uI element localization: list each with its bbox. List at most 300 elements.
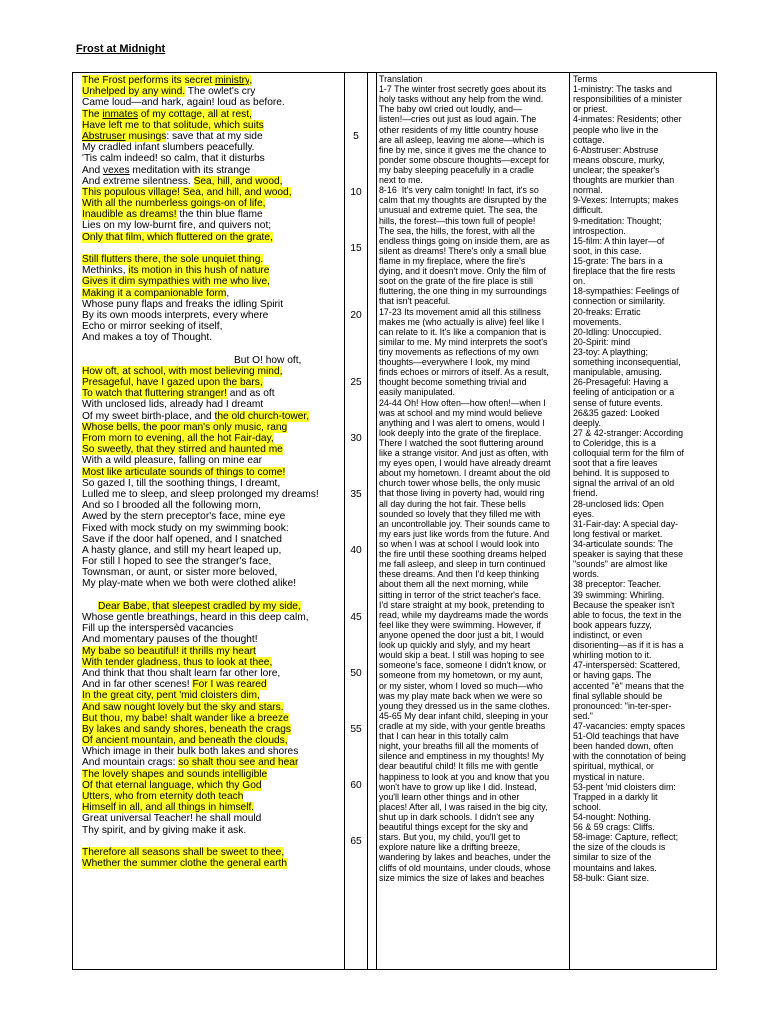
poem-line xyxy=(82,131,342,142)
translation-line: The baby owl cried out loudly, and— xyxy=(379,104,522,115)
terms-line: eyes. xyxy=(573,508,595,519)
poem-line xyxy=(82,355,342,366)
poem-line xyxy=(82,344,342,355)
translation-line: was at school and my mind would believe xyxy=(379,407,543,418)
poem-text: 'Tis calm indeed! so calm, that it disturbs xyxy=(82,153,265,165)
translation-line: was my play mate back when we were so xyxy=(379,690,543,701)
terms-line: spiritual, mythical, or xyxy=(573,761,654,772)
translation-line: listen!—cries out just as loud again. The xyxy=(379,114,537,125)
translation-line: stars. But you, my child, you'll get to xyxy=(379,832,521,843)
terms-line: accented "è" means that the xyxy=(573,680,684,691)
terms-line: long festival or market. xyxy=(573,528,663,539)
translation-line: or my sister, whom I loved so much—who xyxy=(379,680,543,691)
line-number: 65 xyxy=(350,836,362,848)
terms-line: difficult. xyxy=(573,205,603,216)
poem-text: But O! how oft, xyxy=(234,354,302,366)
terms-line: signal the arrival of an old xyxy=(573,478,675,489)
poem-text: vexes xyxy=(102,164,130,176)
poem-text: Fill up the interspersèd vacancies xyxy=(82,623,234,635)
terms-line: been handed down, often xyxy=(573,741,674,752)
poem-text: With a wild pleasure, falling on mine ear xyxy=(82,455,263,467)
poem-line xyxy=(82,411,342,422)
translation-line: me fall asleep, and sleep in turn continued xyxy=(379,559,546,570)
highlighted-text: By lakes and sandy shores, beneath the crags xyxy=(82,723,291,735)
poem-text: And extreme silentness. xyxy=(82,175,194,187)
translation-line: calm that my thoughts are disrupted by the xyxy=(379,195,547,206)
highlighted-text: This populous village! Sea, and hill, and wood, xyxy=(82,186,292,198)
highlighted-text: Himself in all, and all things in himself. xyxy=(82,802,255,814)
highlighted-text: Sea, hill, and wood, xyxy=(193,175,283,187)
line-number: 10 xyxy=(350,186,362,198)
poem-line xyxy=(82,153,342,164)
highlighted-text: of my cottage, all at rest, xyxy=(138,108,252,120)
poem-line xyxy=(82,220,342,231)
translation-line: beautiful things except for the sky and xyxy=(379,822,528,833)
poem-line xyxy=(82,75,342,86)
terms-line: 58-image: Capture, reflect; xyxy=(573,832,679,843)
poem-line xyxy=(82,612,342,623)
highlighted-text: Of ancient mountain, and beneath the clouds, xyxy=(82,735,288,747)
translation-line: cradle at my side, with your gentle breaths xyxy=(379,721,546,731)
highlighted-text: musings xyxy=(125,130,167,142)
poem-line xyxy=(82,165,342,176)
highlighted-text: From morn to evening, all the hot Fair-day, xyxy=(82,433,274,444)
terms-line: 34-articulate sounds: The xyxy=(573,539,673,550)
highlighted-text: Making it a companionable form xyxy=(82,287,227,299)
poem-line xyxy=(82,523,342,534)
terms-line: normal. xyxy=(573,185,603,196)
terms-line: able to focus, the text in the xyxy=(573,609,682,620)
terms-line: Trapped in a darkly lit xyxy=(573,791,658,802)
terms-line: whirling motion to it. xyxy=(573,650,652,661)
poem-text: A hasty glance, and still my heart leaped up, xyxy=(82,544,282,556)
poem-text: Thy spirit, and by giving make it ask. xyxy=(82,824,247,836)
terms-line: final syllable should be xyxy=(573,690,663,701)
poem-line xyxy=(82,646,342,657)
terms-line: deeply. xyxy=(573,417,601,428)
poem-line xyxy=(82,209,342,220)
highlighted-text: Inaudible as dreams! xyxy=(82,209,177,221)
translation-line: endless things going on inside them, are as xyxy=(379,235,550,246)
terms-column xyxy=(573,74,713,883)
line-number: 15 xyxy=(350,242,362,254)
terms-line: 18-sympathies: Feelings of xyxy=(573,286,680,297)
poem-text: And xyxy=(82,164,103,176)
terms-line: with the connotation of being xyxy=(573,751,686,762)
terms-line: people who live in the xyxy=(573,124,659,135)
translation-line: ponder some obscure thoughts—except for xyxy=(379,154,550,165)
poem-line xyxy=(82,847,342,858)
poem-line xyxy=(82,657,342,668)
poem-text: Which image in their bulk both lakes and shores xyxy=(82,746,299,758)
translation-heading: Translation xyxy=(379,74,423,84)
translation-line: thought become something trivial and xyxy=(379,377,527,388)
poem-column xyxy=(82,75,342,869)
translation-line: are all asleep, leaving me alone—which is xyxy=(379,134,545,145)
terms-line: unclear; the speaker's xyxy=(573,164,660,175)
highlighted-text: Whose bells, the poor man's only music, rang xyxy=(82,421,288,433)
poem-line xyxy=(82,578,342,589)
poem-line xyxy=(82,467,342,478)
poem-line xyxy=(82,802,342,813)
poem-line xyxy=(82,187,342,198)
terms-line: thoughts are murkier than xyxy=(573,175,675,186)
poem-text: meditation with its strange xyxy=(129,164,251,176)
translation-column xyxy=(379,74,566,883)
highlighted-text: so shalt thou see and hear xyxy=(178,757,299,769)
poem-line xyxy=(82,388,342,399)
translation-line: dear beautiful child! It fills me with gentle xyxy=(379,761,539,772)
poem-line xyxy=(82,489,342,500)
translation-line: places! After all, I was raised in the big city, xyxy=(379,801,548,812)
translation-line: dying, and it doesn't move. Only the film of xyxy=(379,266,546,277)
translation-line: about them all the next morning, while xyxy=(379,579,529,590)
terms-line: on. xyxy=(573,276,586,287)
translation-line: next to me. xyxy=(379,175,423,186)
translation-line: tiny movements as reflections of my own xyxy=(379,346,539,357)
poem-text: And momentary pauses of the thought! xyxy=(82,634,258,646)
highlighted-text: Unhelped by any wind. xyxy=(82,86,186,98)
terms-line: mystical in nature. xyxy=(573,771,645,782)
highlighted-text: The Frost performs its secret xyxy=(82,75,216,86)
poem-text: Whose puny flaps and freaks the idling Spirit xyxy=(82,298,284,310)
terms-line: 51-Old teachings that have xyxy=(573,731,680,742)
poem-line xyxy=(82,858,342,869)
translation-line: similar to me. My mind interprets the soot's xyxy=(379,336,548,347)
poem-line xyxy=(82,433,342,444)
poem-text: Lulled me to sleep, and sleep prolonged my dreams! xyxy=(82,488,319,500)
terms-line: 53-pent 'mid cloisters dim: xyxy=(573,781,676,792)
poem-text: Fixed with mock study on my swimming book: xyxy=(82,522,289,534)
terms-line: 20-freaks: Erratic xyxy=(573,306,641,317)
poem-line xyxy=(82,97,342,108)
line-number: 30 xyxy=(350,433,362,445)
terms-line: movements. xyxy=(573,316,622,327)
highlighted-text: , xyxy=(249,75,253,86)
terms-line: 39 swimming: Whirling. xyxy=(573,589,665,600)
highlighted-text: the old church-tower, xyxy=(214,410,310,422)
translation-line: the fire until these soothing dreams helped xyxy=(379,549,547,560)
poem-line xyxy=(82,836,342,847)
translation-line: feel like they were swimming. However, if xyxy=(379,619,541,630)
poem-text: Save if the door half opened, and I snatched xyxy=(82,533,282,545)
poem-text: With unclosed lids, already had I dreamt xyxy=(82,399,264,411)
highlighted-text: Still flutters there, the sole unquiet thing. xyxy=(82,254,264,265)
terms-line: 20-Spirit: mind xyxy=(573,336,631,347)
translation-line: sounded so lovely that they filled me with xyxy=(379,508,541,519)
poem-text: : save that at my side xyxy=(166,130,263,142)
line-number: 25 xyxy=(350,377,362,389)
terms-line: school. xyxy=(573,801,602,812)
terms-line: or having gaps. The xyxy=(573,670,652,681)
poem-line xyxy=(82,769,342,780)
translation-line: church tower whose bells, the only music xyxy=(379,478,541,489)
translation-line: that I can hear in this totally calm xyxy=(379,731,509,742)
translation-line: silent as dreams! There's only a small blue xyxy=(379,245,547,256)
highlighted-text: ministry xyxy=(215,75,250,86)
terms-line: 23-toy: A plaything; xyxy=(573,346,648,357)
poem-line xyxy=(82,310,342,321)
poem-line xyxy=(82,109,342,120)
highlighted-text: Therefore all seasons shall be sweet to thee, xyxy=(82,846,285,858)
terms-line: connection or similarity. xyxy=(573,296,666,307)
line-number: 60 xyxy=(350,780,362,792)
line-number: 50 xyxy=(350,668,362,680)
translation-line: size mimics the size of lakes and beaches xyxy=(379,872,545,883)
translation-line: thoughts—everywhere I look, my mind xyxy=(379,357,530,368)
poem-line xyxy=(82,780,342,791)
translation-line: young they dressed us in the same clothes. xyxy=(379,700,550,711)
highlighted-text: inmates xyxy=(102,108,139,120)
poem-text: Methinks, xyxy=(82,265,129,277)
highlighted-text: its motion in this hush of nature xyxy=(128,265,270,277)
terms-line: means obscure, murky, xyxy=(573,154,665,165)
poem-line xyxy=(82,366,342,377)
poem-line xyxy=(82,254,342,265)
poem-line xyxy=(82,545,342,556)
translation-line: about my hometown. I dreamt about the old xyxy=(379,468,551,479)
translation-line: There I watched the soot fluttering around xyxy=(379,437,544,448)
translation-line: happiness to look at you and know that you xyxy=(379,771,550,782)
terms-line: 47-vacancies: empty spaces xyxy=(573,721,685,731)
line-number: 5 xyxy=(353,130,359,142)
translation-line: anyone opened the door just a bit, I would xyxy=(379,630,544,641)
highlighted-text: So sweetly, that they stirred and haunted me xyxy=(82,444,283,456)
translation-line: read, while my daydreams made the words xyxy=(379,609,549,620)
terms-line: book appears fuzzy, xyxy=(573,619,652,630)
poem-line xyxy=(82,735,342,746)
translation-line: so when I was at school I would look into xyxy=(379,539,540,550)
translation-line: my eyes open, I would have already dreamt xyxy=(379,458,551,469)
translation-line: silence and emptiness in my thoughts! My xyxy=(379,751,544,762)
poem-text: For still I hoped to see the stranger's face, xyxy=(82,556,272,568)
poem-line xyxy=(82,534,342,545)
terms-line: 20-Idling: Unoccupied. xyxy=(573,326,662,337)
terms-line: colloquial term for the film of xyxy=(573,448,684,459)
terms-line: 28-unclosed lids: Open xyxy=(573,498,664,509)
poem-text: So gazed I, till the soothing things, I dreamt, xyxy=(82,477,281,489)
terms-line: soot that a fire leaves xyxy=(573,458,658,469)
poem-line xyxy=(82,86,342,97)
poem-line xyxy=(82,243,342,254)
poem-text: And so I brooded all the following morn, xyxy=(82,500,261,512)
highlighted-text: Dear Babe, that sleepest cradled by my side, xyxy=(98,600,301,612)
translation-line: hills, the forest—this town full of people! xyxy=(379,215,536,226)
translation-line: explore nature like a drifting breeze, xyxy=(379,842,521,853)
highlighted-text: Of that eternal language, which thy God xyxy=(82,779,262,791)
terms-line: cottage. xyxy=(573,134,605,145)
poem-line xyxy=(82,746,342,757)
poem-text: The owlet's cry xyxy=(185,86,256,98)
translation-line: 45-65 My dear infant child, sleeping in your xyxy=(379,710,549,721)
poem-line xyxy=(82,511,342,522)
translation-line: fluttering, the one thing in my surroundings xyxy=(379,286,547,297)
terms-line: the size of the clouds is xyxy=(573,842,666,853)
poem-text: Whose gentle breathings, heard in this deep calm, xyxy=(82,612,309,623)
translation-line: cliffs of old mountains, under clouds, whose xyxy=(379,862,551,873)
translation-line: easily manipulated. xyxy=(379,387,455,398)
terms-line: 9-meditation: Thought; xyxy=(573,215,662,226)
translation-line: makes me (who actually is alive) feel like I xyxy=(379,316,545,327)
terms-line: "sounds" are almost like xyxy=(573,559,668,570)
terms-line: something inconsequential, xyxy=(573,357,681,368)
poem-line xyxy=(82,825,342,836)
terms-line: fireplace that the fire rests xyxy=(573,266,676,277)
terms-line: sed." xyxy=(573,710,593,721)
translation-line: wandering by lakes and beaches, under the xyxy=(379,852,551,863)
highlighted-text: In the great city, pent 'mid cloisters dim, xyxy=(82,690,260,702)
line-number: 40 xyxy=(350,545,362,557)
terms-line: 15-grate: The bars in a xyxy=(573,255,663,266)
terms-line: 9-Vexes: Interrupts; makes xyxy=(573,195,679,206)
highlighted-text: Most like articulate sounds of things to come! xyxy=(82,466,286,478)
translation-line: 1-7 The winter frost secretly goes about its xyxy=(379,84,547,95)
poem-text: Lies on my low-burnt fire, and quivers not; xyxy=(82,220,272,232)
poem-text: And in far other scenes! xyxy=(82,679,193,691)
line-number: 45 xyxy=(350,612,362,624)
poem-text: And mountain crags: xyxy=(82,757,179,769)
highlighted-text: The xyxy=(82,108,103,120)
highlighted-text: For I was reared xyxy=(192,679,267,691)
translation-line: flame in my fireplace, where the fire's xyxy=(379,255,526,266)
poem-text: Awed by the stern preceptor's face, mine eye xyxy=(82,511,286,523)
poem-text: Of my sweet birth-place, and xyxy=(82,410,215,422)
translation-line: 24-44 Oh! How often—how often!—when I xyxy=(379,397,546,408)
highlighted-text: The lovely shapes and sounds intelligible xyxy=(82,768,268,780)
column-divider xyxy=(367,73,368,969)
poem-line xyxy=(82,679,342,690)
poem-line xyxy=(82,198,342,209)
translation-line: that isn't peaceful. xyxy=(379,296,451,307)
poem-line xyxy=(82,634,342,645)
highlighted-text: Abstruser xyxy=(82,130,126,142)
translation-line: anything and I was alert to omens, would I xyxy=(379,417,545,428)
translation-line: 17-23 Its movement amid all this stillness xyxy=(379,306,541,317)
terms-line: 27 & 42-stranger: According xyxy=(573,427,684,438)
terms-line: 38 preceptor: Teacher. xyxy=(573,579,662,590)
poem-line xyxy=(82,791,342,802)
column-divider xyxy=(376,73,377,969)
poem-line xyxy=(82,757,342,768)
translation-line: my baby sleeping peacefully in a cradle xyxy=(379,164,534,175)
highlighted-text: But thou, my babe! shalt wander like a breeze xyxy=(82,712,289,724)
poem-text: the thin blue flame xyxy=(176,209,263,221)
translation-line: you'll learn other things and in other xyxy=(379,791,520,802)
translation-line: sitting in terror of the strict teacher's face. xyxy=(379,589,542,600)
translation-line: I'd stare straight at my book, pretending to xyxy=(379,599,545,610)
line-number: 20 xyxy=(350,310,362,321)
line-number: 35 xyxy=(350,489,362,501)
translation-line: these dreams. And then I'd keep thinking xyxy=(379,569,540,580)
translation-line: look deeply into the grate of the fireplace. xyxy=(379,427,542,438)
translation-line: The sea, the hills, the forest, with all the xyxy=(379,225,535,236)
poem-line xyxy=(82,702,342,713)
translation-line: someone from my hometown, or my aunt, xyxy=(379,670,543,681)
translation-line: shut up in dark schools. I didn't see any xyxy=(379,811,535,822)
terms-line: responsibilities of a minister xyxy=(573,94,683,105)
translation-line: won't have to grow up like I did. Instead, xyxy=(379,781,537,792)
poem-line xyxy=(82,623,342,634)
poem-table xyxy=(72,72,717,970)
poem-text: Townsman, or aunt, or sister more beloved, xyxy=(82,567,278,579)
translation-line: soot on the grate of the fire place is still xyxy=(379,276,533,287)
terms-line: feeling of anticipation or a xyxy=(573,387,675,398)
terms-line: similar to size of the xyxy=(573,852,652,863)
translation-line: can relate to it. It's like a companion that is xyxy=(379,326,546,337)
poem-line xyxy=(82,332,342,343)
terms-line: 58-bulk: Giant size. xyxy=(573,872,649,883)
translation-line: like a strange visitor. And just as often, with xyxy=(379,448,549,459)
terms-line: indistinct, or even xyxy=(573,630,643,641)
line-number: 55 xyxy=(350,724,362,736)
highlighted-text: To watch that fluttering stranger! xyxy=(82,388,227,400)
terms-line: manipulable, amusing. xyxy=(573,367,662,378)
poem-text: , xyxy=(226,287,230,299)
poem-line xyxy=(82,444,342,455)
terms-line: behind. It is supposed to xyxy=(573,468,670,479)
terms-line: sense of future events. xyxy=(573,397,663,408)
poem-text: And think that thou shalt learn far other lore, xyxy=(82,667,281,679)
translation-line: my ears just like words from the future. And xyxy=(379,528,550,539)
poem-line xyxy=(82,142,342,153)
translation-line: other residents of my little country house xyxy=(379,124,539,135)
highlighted-text: And saw nought lovely but the sky and stars. xyxy=(82,701,284,713)
poem-text: By its own moods interprets, every where xyxy=(82,309,269,321)
terms-line: 4-inmates: Residents; other xyxy=(573,114,682,125)
highlighted-text: How oft, at school, with most believing mind, xyxy=(82,365,283,377)
poem-line xyxy=(82,713,342,724)
highlighted-text: With all the numberless goings-on of life, xyxy=(82,198,266,210)
poem-line xyxy=(82,478,342,489)
terms-line: 47-interspersèd: Scattered, xyxy=(573,660,681,671)
terms-line: mountains and lakes. xyxy=(573,862,657,873)
terms-line: 56 & 59 crags: Cliffs. xyxy=(573,822,655,833)
poem-line xyxy=(82,455,342,466)
translation-line: 8-16 It's very calm tonight! In fact, it's so xyxy=(379,185,539,196)
poem-line xyxy=(82,724,342,735)
translation-line: someone's face, someone I didn't know, or xyxy=(379,660,547,671)
translation-line: finds echoes or mirrors of itself. As a result, xyxy=(379,367,549,378)
terms-line: to Coleridge, this is a xyxy=(573,437,656,448)
translation-line: holy tasks without any help from the wind. xyxy=(379,94,544,105)
terms-line: or priest. xyxy=(573,104,608,115)
poem-line xyxy=(82,399,342,410)
poem-line xyxy=(82,500,342,511)
translation-line: that those living in poverty had, would ring xyxy=(379,488,545,499)
translation-line: look up quickly and slyly, and my heart xyxy=(379,640,531,651)
poem-line xyxy=(82,232,342,243)
poem-line xyxy=(82,813,342,824)
highlighted-text: Only that film, which fluttered on the grate, xyxy=(82,231,273,243)
highlighted-text: My babe so beautiful! it thrills my heart xyxy=(82,645,256,657)
poem-line xyxy=(82,567,342,578)
terms-heading: Terms xyxy=(573,74,598,84)
poem-line xyxy=(82,299,342,310)
highlighted-text: Whether the summer clothe the general earth xyxy=(82,858,287,870)
poem-text: Echo or mirror seeking of itself, xyxy=(82,321,223,333)
poem-text: My cradled infant slumbers peacefully. xyxy=(82,142,255,154)
poem-line xyxy=(82,120,342,131)
translation-line: all day during the hot fair. These bells xyxy=(379,498,526,509)
translation-line: fine by me, since it gives me the chance to xyxy=(379,144,547,155)
terms-line: 54-nought: Nothing. xyxy=(573,811,651,822)
terms-line: words. xyxy=(573,569,600,580)
terms-line: 26&35 gazed: Looked xyxy=(573,407,660,418)
terms-line: disorienting—as if it is has a xyxy=(573,640,684,651)
poem-text: and as oft xyxy=(226,388,275,400)
translation-line: night, your breaths fill all the moments of xyxy=(379,741,539,752)
highlighted-text: Utters, who from eternity doth teach xyxy=(82,791,244,802)
